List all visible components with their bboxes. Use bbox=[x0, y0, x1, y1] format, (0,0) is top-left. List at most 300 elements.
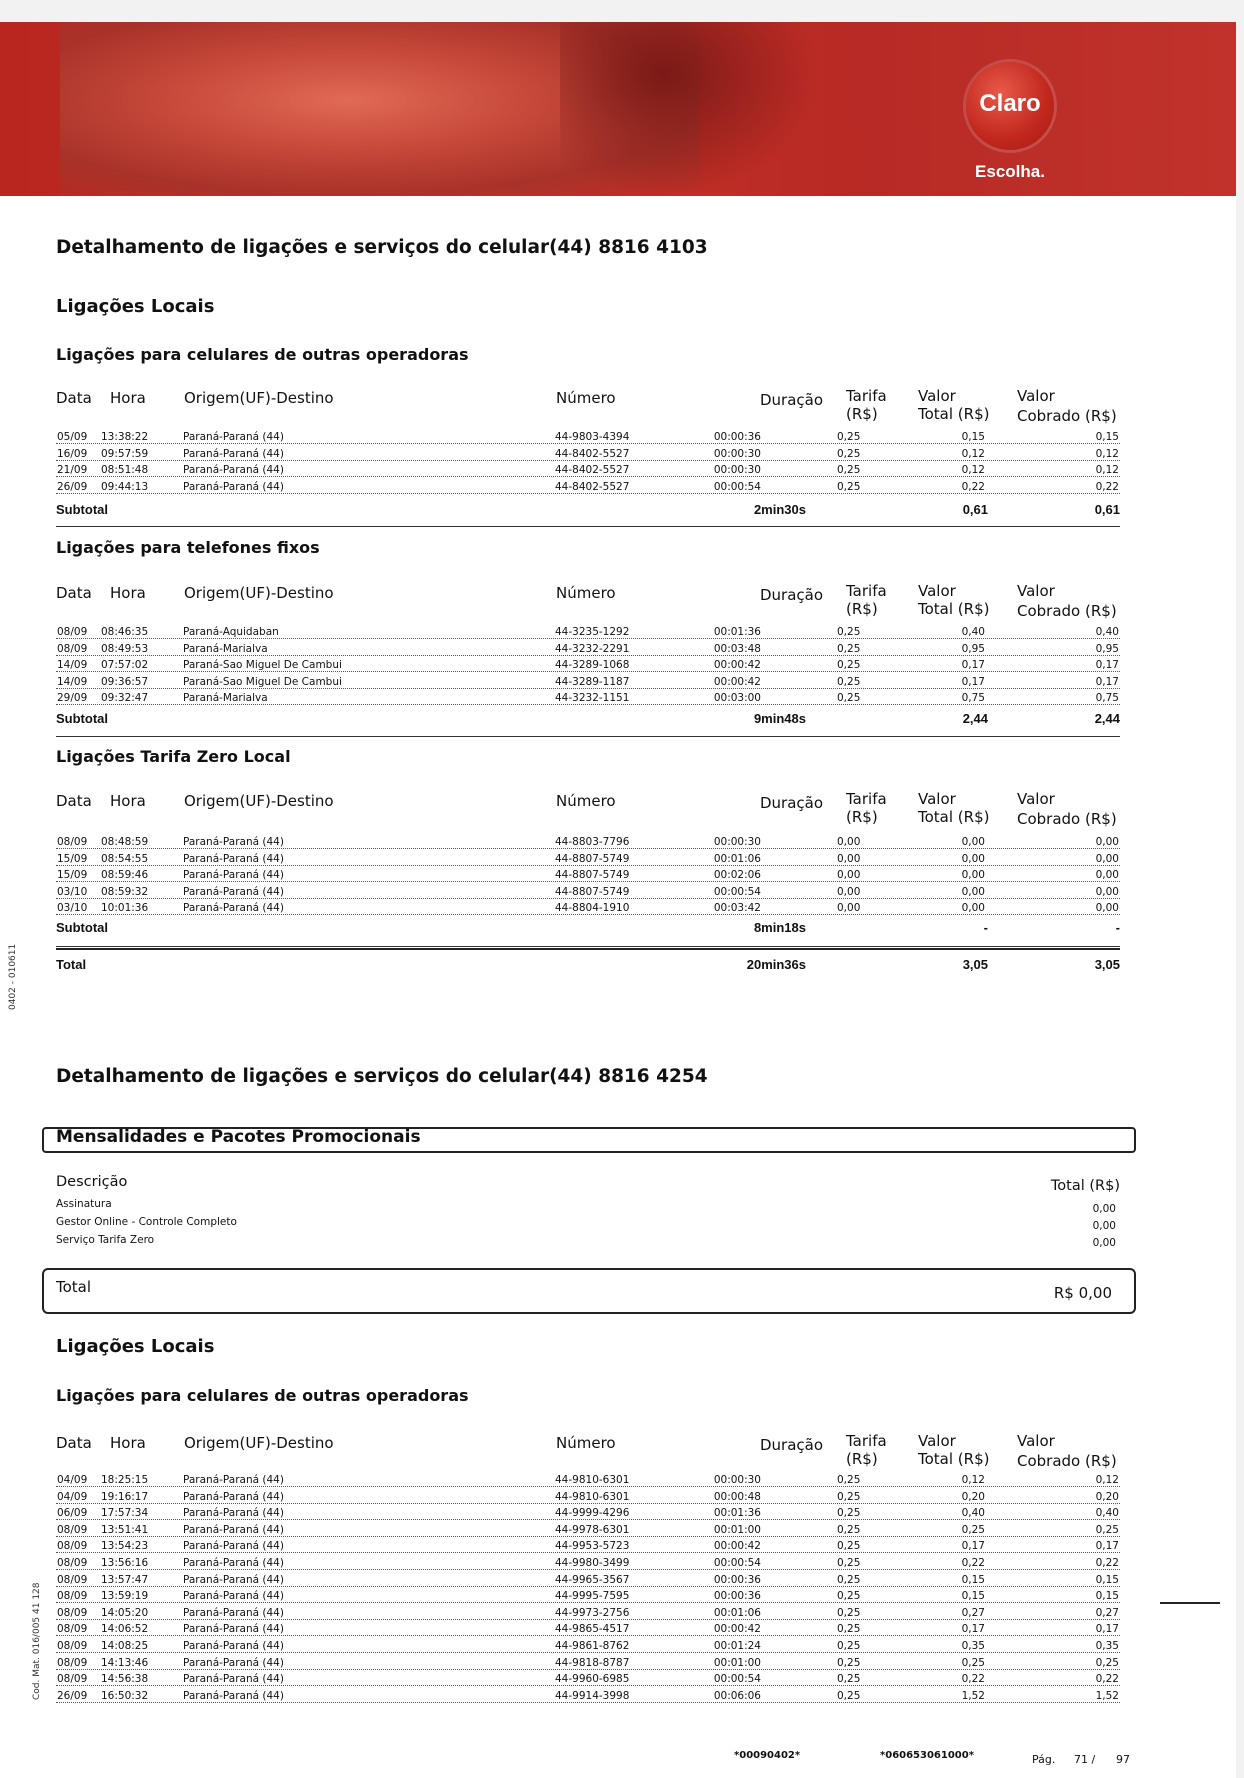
cell-valor-total: 0,25 bbox=[961, 1523, 985, 1536]
total-rule bbox=[56, 948, 1120, 950]
cell-hora: 08:51:48 bbox=[101, 464, 149, 476]
cell-valor-total: 0,15 bbox=[961, 431, 985, 443]
cell-valor-total: 0,12 bbox=[961, 464, 985, 476]
total-box-label: Total bbox=[56, 1278, 92, 1296]
cell-origem: Paraná-Sao Miguel De Cambui bbox=[183, 675, 342, 688]
cell-tarifa: 0,25 bbox=[837, 1573, 861, 1586]
table-row bbox=[56, 1623, 1120, 1639]
cell-origem: Paraná-Paraná (44) bbox=[183, 1507, 284, 1520]
cell-tarifa: 0,25 bbox=[837, 1557, 861, 1569]
col-header-valor-total: Valor bbox=[918, 387, 956, 405]
col-header-valor-total: Valor bbox=[918, 1432, 956, 1450]
row-leader-dots bbox=[56, 1652, 1120, 1653]
tagline: Escolha. bbox=[975, 162, 1045, 181]
cell-valor-cobrado: 0,12 bbox=[1095, 464, 1119, 476]
cell-duracao: 00:00:54 bbox=[713, 1673, 761, 1686]
cell-origem: Paraná-Paraná (44) bbox=[183, 1623, 284, 1636]
cell-valor-cobrado: 0,00 bbox=[1095, 836, 1119, 848]
cell-duracao: 00:01:00 bbox=[713, 1656, 761, 1669]
row-leader-dots bbox=[56, 1552, 1120, 1553]
cell-data: 14/09 bbox=[57, 659, 88, 671]
cell-valor-total: 0,00 bbox=[961, 885, 985, 898]
cell-tarifa: 0,25 bbox=[837, 1606, 861, 1619]
row-leader-dots bbox=[56, 1702, 1120, 1703]
cell-origem: Paraná-Paraná (44) bbox=[183, 1474, 284, 1486]
cell-duracao: 00:00:36 bbox=[713, 431, 761, 443]
cell-duracao: 00:00:30 bbox=[713, 447, 761, 460]
cell-data: 16/09 bbox=[57, 447, 88, 460]
cell-valor-cobrado: 0,00 bbox=[1095, 852, 1119, 865]
table-row bbox=[56, 1590, 1120, 1606]
cell-valor-cobrado: 0,25 bbox=[1095, 1656, 1119, 1669]
cell-hora: 08:59:46 bbox=[101, 869, 149, 881]
cell-data: 15/09 bbox=[57, 869, 88, 881]
cell-data: 04/09 bbox=[57, 1490, 88, 1503]
cell-tarifa: 0,25 bbox=[837, 447, 861, 460]
cell-tarifa: 0,25 bbox=[837, 1673, 861, 1686]
col-header-valor-cobrado-unit: Cobrado (R$) bbox=[1017, 1452, 1117, 1470]
cell-valor-total: 0,17 bbox=[961, 1540, 985, 1553]
section1-title: Detalhamento de ligações e serviços do celular(44) 8816 4103 bbox=[56, 237, 708, 258]
cell-valor-cobrado: 0,17 bbox=[1095, 1623, 1119, 1636]
cell-numero: 44-8402-5527 bbox=[555, 464, 630, 476]
table-row bbox=[56, 676, 1120, 692]
cell-valor-total: 0,15 bbox=[961, 1573, 985, 1586]
cell-tarifa: 0,25 bbox=[837, 1540, 861, 1553]
subtotal-label: Subtotal bbox=[56, 502, 108, 517]
cell-valor-cobrado: 0,17 bbox=[1095, 659, 1119, 671]
total-box bbox=[42, 1268, 1136, 1314]
col-header-valor-total-unit: Total (R$) bbox=[918, 405, 990, 423]
col-header-tarifa-unit: (R$) bbox=[846, 600, 878, 618]
col-header-hora: Hora bbox=[110, 584, 146, 602]
cell-hora: 13:56:16 bbox=[101, 1557, 149, 1569]
cell-tarifa: 0,25 bbox=[837, 464, 861, 476]
cell-data: 21/09 bbox=[57, 464, 88, 476]
cell-data: 08/09 bbox=[57, 626, 88, 638]
col-header-hora: Hora bbox=[110, 792, 146, 810]
cell-valor-total: 0,40 bbox=[961, 626, 985, 638]
cell-valor-cobrado: 0,40 bbox=[1095, 1507, 1119, 1520]
cell-origem: Paraná-Paraná (44) bbox=[183, 902, 284, 914]
cell-valor-total: 0,12 bbox=[961, 447, 985, 460]
row-leader-dots bbox=[56, 460, 1120, 461]
cell-data: 08/09 bbox=[57, 1540, 88, 1553]
cell-valor-cobrado: 0,00 bbox=[1095, 902, 1119, 914]
table-row bbox=[56, 1491, 1120, 1507]
table-row bbox=[56, 692, 1120, 708]
table-title: Ligações para celulares de outras operadoras bbox=[56, 345, 469, 364]
col-header-data: Data bbox=[56, 389, 92, 407]
claro-logo bbox=[966, 62, 1054, 150]
subtotal-label: Subtotal bbox=[56, 711, 108, 726]
cell-numero: 44-8803-7796 bbox=[555, 836, 630, 848]
row-leader-dots bbox=[56, 443, 1120, 444]
cell-valor-cobrado: 0,12 bbox=[1095, 1474, 1119, 1486]
table-row bbox=[56, 853, 1120, 869]
cell-hora: 19:16:17 bbox=[101, 1490, 149, 1503]
subtotal-rule bbox=[56, 736, 1120, 737]
table-row bbox=[56, 464, 1120, 480]
table-row bbox=[56, 1557, 1120, 1573]
col-header-tarifa-unit: (R$) bbox=[846, 405, 878, 423]
cell-duracao: 00:00:54 bbox=[713, 480, 761, 493]
cell-origem: Paraná-Paraná (44) bbox=[183, 464, 284, 476]
col-header-origem: Origem(UF)-Destino bbox=[184, 389, 334, 407]
footer-page-number: 71 / bbox=[1074, 1753, 1096, 1766]
col-header-numero: Número bbox=[556, 1434, 616, 1452]
col-header-valor-cobrado: Valor bbox=[1017, 582, 1055, 600]
col-header-tarifa: Tarifa bbox=[846, 1432, 887, 1450]
cell-duracao: 00:03:48 bbox=[713, 642, 761, 655]
cell-hora: 09:44:13 bbox=[101, 480, 149, 493]
descricao-header: Descrição bbox=[56, 1174, 128, 1190]
cell-valor-cobrado: 0,22 bbox=[1095, 1557, 1119, 1569]
cell-origem: Paraná-Sao Miguel De Cambui bbox=[183, 659, 342, 671]
cell-duracao: 00:00:42 bbox=[713, 1540, 761, 1553]
cell-origem: Paraná-Paraná (44) bbox=[183, 1606, 284, 1619]
row-leader-dots bbox=[56, 881, 1120, 882]
cell-data: 08/09 bbox=[57, 1590, 88, 1603]
banner-photo-shadow bbox=[560, 22, 820, 196]
cell-tarifa: 0,25 bbox=[837, 1523, 861, 1536]
col-header-origem: Origem(UF)-Destino bbox=[184, 1434, 334, 1452]
cell-numero: 44-9999-4296 bbox=[555, 1507, 630, 1520]
col-header-valor-cobrado: Valor bbox=[1017, 790, 1055, 808]
row-leader-dots bbox=[56, 1619, 1120, 1620]
row-leader-dots bbox=[56, 704, 1120, 705]
cell-numero: 44-9861-8762 bbox=[555, 1640, 630, 1652]
cell-hora: 14:05:20 bbox=[101, 1606, 149, 1619]
cell-valor-cobrado: 0,22 bbox=[1095, 1673, 1119, 1686]
table-title: Ligações para telefones fixos bbox=[56, 538, 320, 557]
cell-hora: 09:32:47 bbox=[101, 692, 149, 704]
col-header-valor-total-unit: Total (R$) bbox=[918, 600, 990, 618]
cell-hora: 08:48:59 bbox=[101, 836, 149, 848]
cell-hora: 09:57:59 bbox=[101, 447, 149, 460]
section2-title: Detalhamento de ligações e serviços do celular(44) 8816 4254 bbox=[56, 1066, 708, 1087]
cell-origem: Paraná-Paraná (44) bbox=[183, 885, 284, 898]
table-row bbox=[56, 1640, 1120, 1656]
cell-origem: Paraná-Paraná (44) bbox=[183, 431, 284, 443]
cell-origem: Paraná-Paraná (44) bbox=[183, 1540, 284, 1553]
side-code-top: 0402 - 010611 bbox=[8, 943, 18, 1010]
cell-origem: Paraná-Aquidaban bbox=[183, 626, 279, 638]
grand-total-cobrado: 3,05 bbox=[1094, 957, 1120, 972]
col-header-numero: Número bbox=[556, 792, 616, 810]
col-header-valor-cobrado-unit: Cobrado (R$) bbox=[1017, 407, 1117, 425]
cell-numero: 44-9965-3567 bbox=[555, 1573, 630, 1586]
grand-total-total: 3,05 bbox=[962, 957, 988, 972]
cell-valor-cobrado: 1,52 bbox=[1095, 1689, 1119, 1702]
cell-data: 04/09 bbox=[57, 1474, 88, 1486]
col-header-duracao: Duração bbox=[760, 586, 824, 604]
cell-origem: Paraná-Paraná (44) bbox=[183, 480, 284, 493]
table-title: Ligações Tarifa Zero Local bbox=[56, 747, 291, 766]
row-leader-dots bbox=[56, 898, 1120, 899]
cell-hora: 18:25:15 bbox=[101, 1474, 149, 1486]
col-header-data: Data bbox=[56, 584, 92, 602]
grand-total-label: Total bbox=[56, 957, 87, 972]
col-header-data: Data bbox=[56, 792, 92, 810]
cell-data: 03/10 bbox=[57, 902, 88, 914]
subtotal-duracao: 9min48s bbox=[753, 711, 806, 726]
cell-hora: 14:06:52 bbox=[101, 1623, 149, 1636]
cell-valor-total: 0,25 bbox=[961, 1656, 985, 1669]
cell-duracao: 00:00:42 bbox=[713, 1623, 761, 1636]
cell-origem: Paraná-Paraná (44) bbox=[183, 836, 284, 848]
cell-numero: 44-9810-6301 bbox=[555, 1474, 630, 1486]
row-leader-dots bbox=[56, 1536, 1120, 1537]
cell-valor-cobrado: 0,00 bbox=[1095, 885, 1119, 898]
row-leader-dots bbox=[56, 1635, 1120, 1636]
cell-duracao: 00:02:06 bbox=[713, 869, 761, 881]
cell-numero: 44-9818-8787 bbox=[555, 1656, 630, 1669]
cell-numero: 44-3289-1068 bbox=[555, 659, 630, 671]
row-leader-dots bbox=[56, 865, 1120, 866]
cell-numero: 44-8807-5749 bbox=[555, 852, 630, 865]
cell-tarifa: 0,00 bbox=[837, 836, 861, 848]
col-header-duracao: Duração bbox=[760, 391, 824, 409]
section2-table-title: Ligações para celulares de outras operadoras bbox=[56, 1386, 469, 1405]
cell-numero: 44-3289-1187 bbox=[555, 675, 630, 688]
col-header-origem: Origem(UF)-Destino bbox=[184, 792, 334, 810]
cell-numero: 44-8402-5527 bbox=[555, 480, 630, 493]
row-leader-dots bbox=[56, 1503, 1120, 1504]
cell-hora: 13:38:22 bbox=[101, 431, 149, 443]
cell-hora: 14:08:25 bbox=[101, 1640, 149, 1652]
col-header-tarifa: Tarifa bbox=[846, 790, 887, 808]
item-value: 0,00 bbox=[1092, 1203, 1116, 1215]
cell-numero: 44-9953-5723 bbox=[555, 1540, 630, 1553]
cell-numero: 44-9960-6985 bbox=[555, 1673, 630, 1686]
table-row bbox=[56, 659, 1120, 675]
col-header-tarifa-unit: (R$) bbox=[846, 1450, 878, 1468]
cell-numero: 44-8402-5527 bbox=[555, 447, 630, 460]
cell-numero: 44-3235-1292 bbox=[555, 626, 630, 638]
row-leader-dots bbox=[56, 638, 1120, 639]
table-row bbox=[56, 1673, 1120, 1689]
row-leader-dots bbox=[56, 655, 1120, 656]
header-banner bbox=[0, 22, 1236, 196]
cell-valor-cobrado: 0,17 bbox=[1095, 1540, 1119, 1553]
item-value: 0,00 bbox=[1092, 1220, 1116, 1232]
cell-data: 05/09 bbox=[57, 431, 88, 443]
cell-hora: 08:46:35 bbox=[101, 626, 149, 638]
row-leader-dots bbox=[56, 1669, 1120, 1670]
cell-numero: 44-8807-5749 bbox=[555, 869, 630, 881]
row-leader-dots bbox=[56, 1685, 1120, 1686]
subtotal-label: Subtotal bbox=[56, 920, 108, 935]
subtotal-cobrado: - bbox=[1115, 920, 1120, 935]
footer-code-1: *00090402* bbox=[734, 1750, 801, 1761]
table-row bbox=[56, 1690, 1120, 1706]
subtotal-cobrado: 0,61 bbox=[1094, 502, 1120, 517]
cell-duracao: 00:00:36 bbox=[713, 1573, 761, 1586]
table-row bbox=[56, 1474, 1120, 1490]
cell-hora: 13:59:19 bbox=[101, 1590, 149, 1603]
cell-numero: 44-9865-4517 bbox=[555, 1623, 630, 1636]
cell-tarifa: 0,00 bbox=[837, 852, 861, 865]
cell-tarifa: 0,25 bbox=[837, 626, 861, 638]
cell-duracao: 00:03:42 bbox=[713, 902, 761, 914]
cell-duracao: 00:00:54 bbox=[713, 885, 761, 898]
cell-valor-total: 0,17 bbox=[961, 675, 985, 688]
cell-tarifa: 0,25 bbox=[837, 1640, 861, 1652]
cell-numero: 44-9995-7595 bbox=[555, 1590, 630, 1603]
col-header-tarifa: Tarifa bbox=[846, 582, 887, 600]
table-row bbox=[56, 1524, 1120, 1540]
row-leader-dots bbox=[56, 1602, 1120, 1603]
cell-data: 08/09 bbox=[57, 642, 88, 655]
cell-tarifa: 0,25 bbox=[837, 480, 861, 493]
cell-duracao: 00:01:00 bbox=[713, 1523, 761, 1536]
cell-valor-total: 1,52 bbox=[961, 1689, 985, 1702]
col-header-hora: Hora bbox=[110, 1434, 146, 1452]
cell-tarifa: 0,25 bbox=[837, 642, 861, 655]
cell-data: 26/09 bbox=[57, 480, 88, 493]
cell-hora: 16:50:32 bbox=[101, 1689, 149, 1702]
subtotal-duracao: 8min18s bbox=[753, 920, 806, 935]
cell-data: 15/09 bbox=[57, 852, 88, 865]
cell-data: 14/09 bbox=[57, 675, 88, 688]
cell-duracao: 00:00:30 bbox=[713, 464, 761, 476]
logo-text: Claro bbox=[979, 90, 1041, 117]
cell-hora: 07:57:02 bbox=[101, 659, 149, 671]
cell-numero: 44-3232-1151 bbox=[555, 692, 630, 704]
cell-valor-total: 0,00 bbox=[961, 902, 985, 914]
side-code-bottom: Cod. Mat. 016/005 41 128 bbox=[32, 1582, 42, 1700]
cell-data: 03/10 bbox=[57, 885, 88, 898]
cell-origem: Paraná-Paraná (44) bbox=[183, 1673, 284, 1686]
cell-numero: 44-9810-6301 bbox=[555, 1490, 630, 1503]
cell-origem: Paraná-Paraná (44) bbox=[183, 1640, 284, 1652]
cell-data: 08/09 bbox=[57, 1623, 88, 1636]
cell-data: 29/09 bbox=[57, 692, 88, 704]
cell-hora: 14:56:38 bbox=[101, 1673, 149, 1686]
cell-valor-total: 0,00 bbox=[961, 852, 985, 865]
section1-group-title: Ligações Locais bbox=[56, 296, 215, 317]
footer-page-label: Pág. bbox=[1032, 1753, 1056, 1766]
cell-hora: 13:57:47 bbox=[101, 1573, 149, 1586]
row-leader-dots bbox=[56, 688, 1120, 689]
cell-origem: Paraná-Paraná (44) bbox=[183, 1573, 284, 1586]
cell-duracao: 00:01:06 bbox=[713, 852, 761, 865]
col-header-valor-total: Valor bbox=[918, 790, 956, 808]
row-leader-dots bbox=[56, 914, 1120, 915]
cell-origem: Paraná-Paraná (44) bbox=[183, 1557, 284, 1569]
cell-valor-cobrado: 0,17 bbox=[1095, 675, 1119, 688]
cell-duracao: 00:00:36 bbox=[713, 1590, 761, 1603]
table-row bbox=[56, 643, 1120, 659]
cell-tarifa: 0,25 bbox=[837, 1490, 861, 1503]
cell-valor-total: 0,15 bbox=[961, 1590, 985, 1603]
cell-data: 08/09 bbox=[57, 1557, 88, 1569]
col-header-valor-total: Valor bbox=[918, 582, 956, 600]
cell-valor-total: 0,75 bbox=[961, 692, 985, 704]
cell-origem: Paraná-Marialva bbox=[183, 642, 268, 655]
cell-duracao: 00:01:36 bbox=[713, 1507, 761, 1520]
cell-duracao: 00:01:06 bbox=[713, 1606, 761, 1619]
cell-numero: 44-8804-1910 bbox=[555, 902, 630, 914]
footer-code-2: *060653061000* bbox=[880, 1750, 974, 1761]
cell-tarifa: 0,25 bbox=[837, 1507, 861, 1520]
item-description: Gestor Online - Controle Completo bbox=[56, 1216, 237, 1228]
cell-valor-total: 0,22 bbox=[961, 1557, 985, 1569]
cell-duracao: 00:00:30 bbox=[713, 1474, 761, 1486]
cell-hora: 13:54:23 bbox=[101, 1540, 149, 1553]
col-header-valor-cobrado: Valor bbox=[1017, 1432, 1055, 1450]
cell-data: 26/09 bbox=[57, 1689, 88, 1702]
cell-duracao: 00:00:42 bbox=[713, 659, 761, 671]
cell-numero: 44-9914-3998 bbox=[555, 1689, 630, 1702]
cell-duracao: 00:00:48 bbox=[713, 1490, 761, 1503]
cell-data: 08/09 bbox=[57, 1523, 88, 1536]
cell-tarifa: 0,25 bbox=[837, 431, 861, 443]
col-header-origem: Origem(UF)-Destino bbox=[184, 584, 334, 602]
cell-valor-total: 0,17 bbox=[961, 659, 985, 671]
col-header-valor-cobrado-unit: Cobrado (R$) bbox=[1017, 810, 1117, 828]
row-leader-dots bbox=[56, 493, 1120, 494]
total-box-value: R$ 0,00 bbox=[1053, 1284, 1112, 1302]
cell-data: 08/09 bbox=[57, 1606, 88, 1619]
cell-origem: Paraná-Paraná (44) bbox=[183, 1656, 284, 1669]
row-leader-dots bbox=[56, 476, 1120, 477]
row-leader-dots bbox=[56, 848, 1120, 849]
table-row bbox=[56, 431, 1120, 447]
cell-hora: 08:54:55 bbox=[101, 852, 149, 865]
cell-numero: 44-9980-3499 bbox=[555, 1557, 630, 1569]
cell-hora: 14:13:46 bbox=[101, 1656, 149, 1669]
cell-valor-cobrado: 0,40 bbox=[1095, 626, 1119, 638]
cell-numero: 44-8807-5749 bbox=[555, 885, 630, 898]
cell-numero: 44-9978-6301 bbox=[555, 1523, 630, 1536]
col-header-valor-cobrado: Valor bbox=[1017, 387, 1055, 405]
cell-hora: 17:57:34 bbox=[101, 1507, 149, 1520]
margin-mark bbox=[1160, 1602, 1220, 1604]
row-leader-dots bbox=[56, 671, 1120, 672]
cell-origem: Paraná-Paraná (44) bbox=[183, 447, 284, 460]
col-header-valor-total-unit: Total (R$) bbox=[918, 808, 990, 826]
item-value: 0,00 bbox=[1092, 1237, 1116, 1249]
cell-origem: Paraná-Paraná (44) bbox=[183, 1490, 284, 1503]
cell-tarifa: 0,25 bbox=[837, 1689, 861, 1702]
cell-valor-total: 0,40 bbox=[961, 1507, 985, 1520]
cell-tarifa: 0,25 bbox=[837, 692, 861, 704]
cell-duracao: 00:03:00 bbox=[713, 692, 761, 704]
table-row bbox=[56, 1574, 1120, 1590]
row-leader-dots bbox=[56, 1519, 1120, 1520]
cell-valor-cobrado: 0,20 bbox=[1095, 1490, 1119, 1503]
col-header-valor-cobrado-unit: Cobrado (R$) bbox=[1017, 602, 1117, 620]
cell-hora: 08:59:32 bbox=[101, 885, 149, 898]
col-header-numero: Número bbox=[556, 584, 616, 602]
cell-valor-cobrado: 0,75 bbox=[1095, 692, 1119, 704]
table-row bbox=[56, 1507, 1120, 1523]
cell-tarifa: 0,25 bbox=[837, 659, 861, 671]
cell-data: 08/09 bbox=[57, 836, 88, 848]
cell-valor-total: 0,17 bbox=[961, 1623, 985, 1636]
cell-valor-total: 0,20 bbox=[961, 1490, 985, 1503]
table-row bbox=[56, 448, 1120, 464]
cell-data: 06/09 bbox=[57, 1507, 88, 1520]
row-leader-dots bbox=[56, 1486, 1120, 1487]
table-row bbox=[56, 1607, 1120, 1623]
cell-hora: 13:51:41 bbox=[101, 1523, 149, 1536]
col-header-hora: Hora bbox=[110, 389, 146, 407]
cell-hora: 09:36:57 bbox=[101, 675, 149, 688]
col-header-duracao: Duração bbox=[760, 1436, 824, 1454]
